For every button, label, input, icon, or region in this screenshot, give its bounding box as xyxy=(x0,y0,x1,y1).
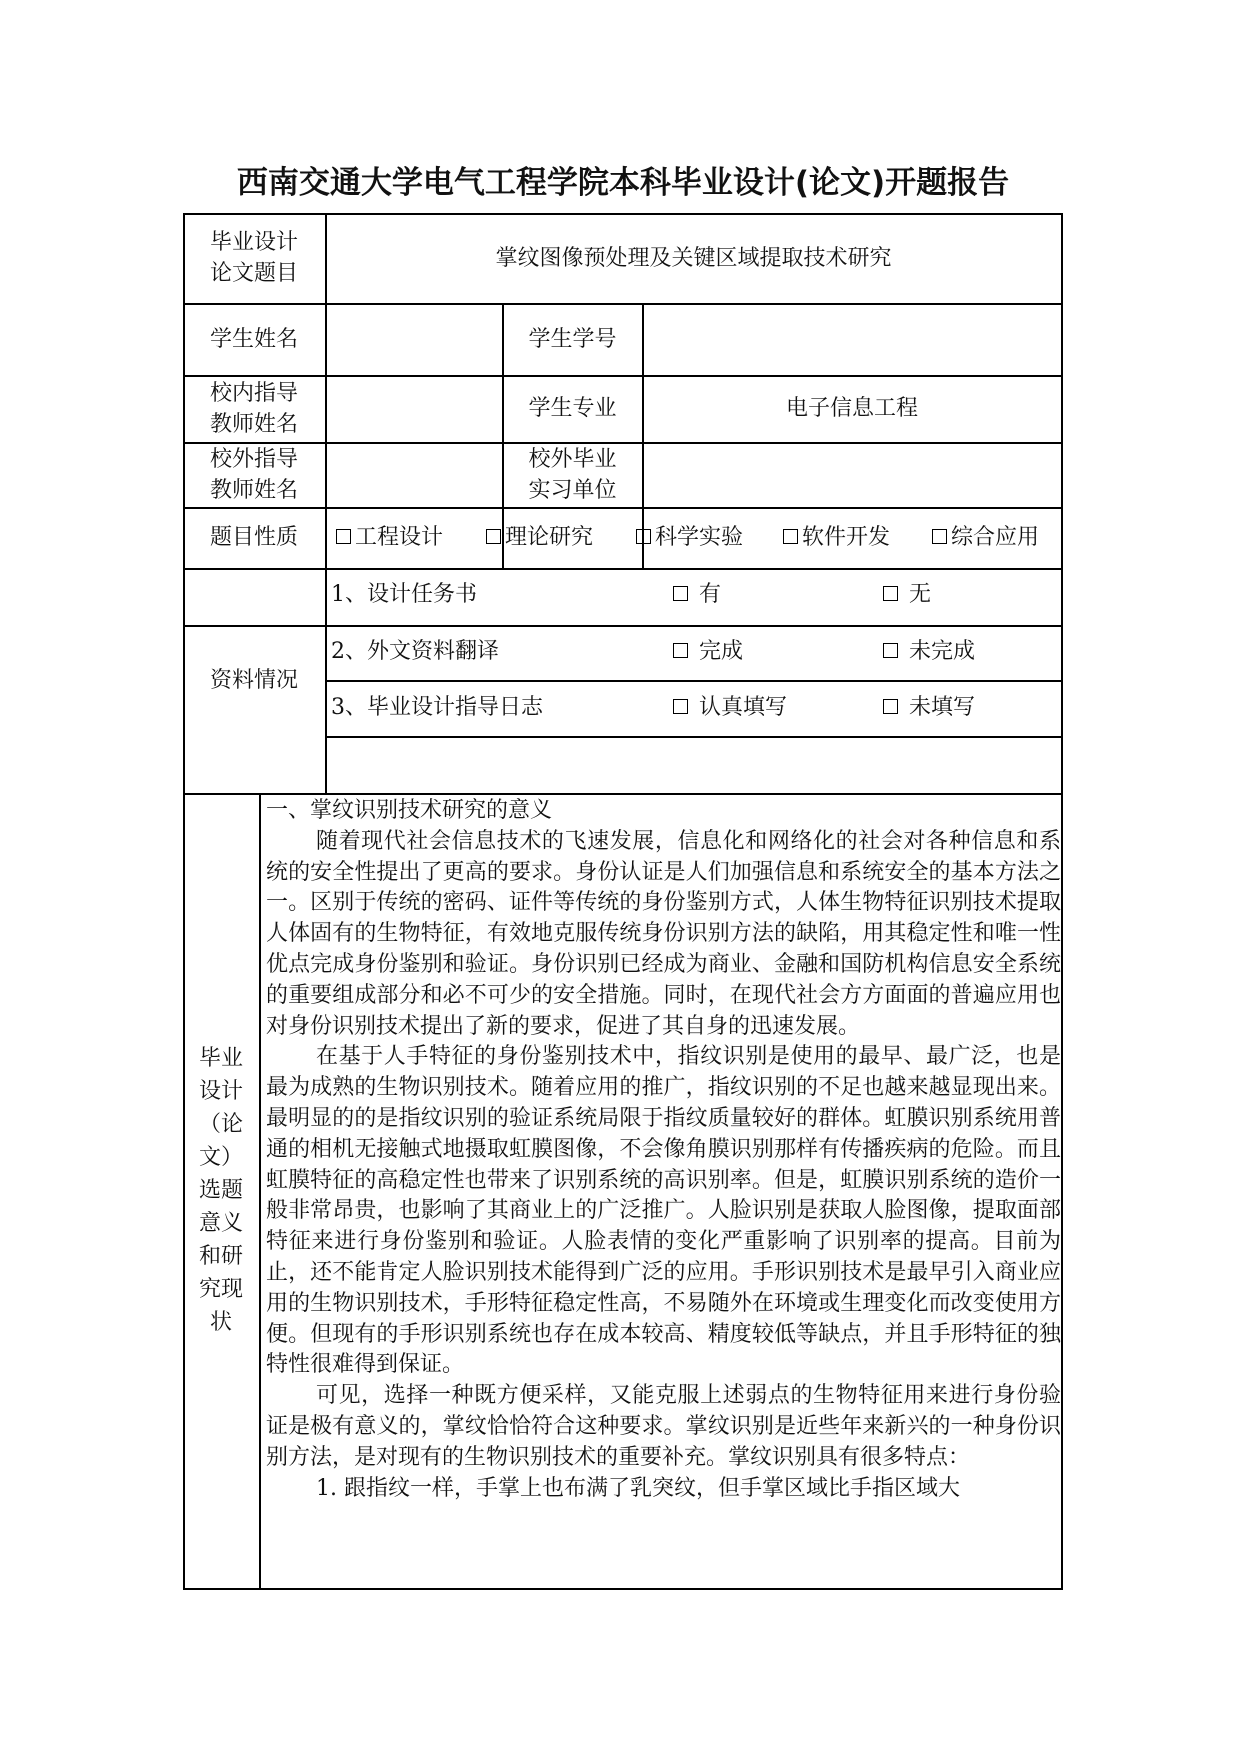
checkbox-icon[interactable] xyxy=(673,699,688,714)
intern-unit-label-line1: 校外毕业 xyxy=(528,446,617,472)
significance-label-cell xyxy=(183,793,259,1588)
row-divider xyxy=(326,680,1063,682)
topic-nature-option[interactable] xyxy=(636,523,743,553)
material-option[interactable] xyxy=(673,693,787,723)
intern-unit-label xyxy=(503,442,642,507)
option-label: 科学实验 xyxy=(655,525,744,550)
option-label: 未填写 xyxy=(909,695,976,720)
checkbox-icon[interactable] xyxy=(883,586,898,601)
topic-label-line2: 论文题目 xyxy=(209,261,298,286)
option-label: 工程设计 xyxy=(355,525,444,550)
checkbox-icon[interactable] xyxy=(883,643,898,658)
column-divider xyxy=(259,793,261,1589)
significance-body xyxy=(266,796,1061,1586)
checkbox-icon[interactable] xyxy=(486,529,501,544)
significance-label: 毕业设计（论文）选题意义和研究现状 xyxy=(198,1046,243,1335)
major-value: 电子信息工程 xyxy=(785,396,918,421)
material-item-name: 1、设计任务书 xyxy=(331,582,477,607)
topic-label-line1: 毕业设计 xyxy=(209,230,298,255)
topic-label xyxy=(183,213,325,303)
student-name-label: 学生姓名 xyxy=(209,326,298,352)
table-border-bottom xyxy=(183,1588,1063,1590)
checkbox-icon[interactable] xyxy=(932,529,947,544)
material-option[interactable] xyxy=(673,637,743,667)
body-paragraph: 随着现代社会信息技术的飞速发展，信息化和网络化的社会对各种信息和系统的安全性提出了更高的要求。身份认证是人们加强信息和系统安全的基本方法之一。区别于传统的密码、证件等传统的身份鉴别方式，人体生物特征识别技术提取人体固有的生物特征，有效地克服传统身份识别方法的缺陷，用其稳定性和唯一性优点完成身份鉴别和验证。身份识别已经成为商业、金融和国防机构信息安全系统的重要组成部分和必不可少的安全措施。同时，在现代社会方方面面的普遍应用也对身份识别技术提出了新的要求，促进了其自身的迅速发展。 xyxy=(266,828,1061,1039)
table-border-right xyxy=(1061,213,1063,1589)
intern-unit-label-line2: 实习单位 xyxy=(528,477,617,503)
topic-nature-label: 题目性质 xyxy=(209,525,298,550)
topic-nature-option[interactable] xyxy=(783,523,890,553)
material-option[interactable] xyxy=(883,580,931,610)
report-table xyxy=(183,213,1063,1589)
material-option[interactable] xyxy=(883,637,975,667)
checkbox-icon[interactable] xyxy=(783,529,798,544)
body-paragraph: 可见，选择一种既方便采样，又能克服上述弱点的生物特征用来进行身份验证是极有意义的，掌纹恰恰符合这种要求。掌纹识别是近些年来新兴的一种身份识别方法，是对现有的生物识别技术的重要补充。掌纹识别具有很多特点： xyxy=(266,1383,1061,1470)
row-divider xyxy=(326,736,1063,738)
outer-advisor-label-line1: 校外指导 xyxy=(209,446,298,472)
inner-advisor-label xyxy=(183,375,325,442)
option-label: 无 xyxy=(909,582,932,607)
student-id-label: 学生学号 xyxy=(528,326,617,352)
checkbox-icon[interactable] xyxy=(336,529,351,544)
checkbox-icon[interactable] xyxy=(673,643,688,658)
body-paragraph: 在基于人手特征的身份鉴别技术中，指纹识别是使用的最早、最广泛，也是最为成熟的生物识别技术。随着应用的推广，指纹识别的不足也越来越显现出来。最明显的的是指纹识别的验证系统局限于指纹质量较好的群体。虹膜识别系统用普通的相机无接触式地摄取虹膜图像，不会像角膜识别那样有传播疾病的危险。而且虹膜特征的高稳定性也带来了识别系统的高识别率。但是，虹膜识别系统的造价一般非常昂贵，也影响了其商业上的广泛推广。人脸识别是获取人脸图像，提取面部特征来进行身份鉴别和验证。人脸表情的变化严重影响了识别率的提高。目前为止，还不能肯定人脸识别技术能得到广泛的应用。手形识别技术是最早引入商业应用的生物识别技术，手形特征稳定性高，不易随外在环境或生理变化而改变使用方便。但现有的手形识别系统也存在成本较高、精度较低等缺点，并且手形特征的独特性很难得到保证。 xyxy=(266,1044,1061,1378)
topic-nature-option[interactable] xyxy=(486,523,593,553)
major-label: 学生专业 xyxy=(528,396,617,421)
material-option[interactable] xyxy=(883,693,975,723)
outer-advisor-value xyxy=(326,442,502,507)
checkbox-icon[interactable] xyxy=(636,529,651,544)
intern-unit-value xyxy=(643,442,1061,507)
topic-nature-option[interactable] xyxy=(932,523,1039,553)
material-option[interactable] xyxy=(673,580,721,610)
option-label: 有 xyxy=(699,582,722,607)
student-name-value xyxy=(326,303,502,375)
body-paragraph: 1. 跟指纹一样，手掌上也布满了乳突纹，但手掌区域比手指区域大 xyxy=(316,1475,960,1501)
inner-advisor-label-line2: 教师姓名 xyxy=(209,411,298,437)
option-label: 综合应用 xyxy=(951,525,1040,550)
inner-advisor-label-line1: 校内指导 xyxy=(209,380,298,406)
checkbox-icon[interactable] xyxy=(673,586,688,601)
material-item-name: 2、外文资料翻译 xyxy=(331,639,499,664)
report-title: 西南交通大学电气工程学院本科毕业设计(论文)开题报告 xyxy=(236,165,1010,201)
section-heading: 一、掌纹识别技术研究的意义 xyxy=(266,798,553,823)
topic-value: 掌纹图像预处理及关键区域提取技术研究 xyxy=(495,245,892,271)
outer-advisor-label-line2: 教师姓名 xyxy=(209,477,298,503)
option-label: 理论研究 xyxy=(505,525,594,550)
option-label: 未完成 xyxy=(909,639,976,664)
inner-advisor-value xyxy=(326,375,502,442)
option-label: 完成 xyxy=(699,639,744,664)
checkbox-icon[interactable] xyxy=(883,699,898,714)
student-id-value xyxy=(643,303,1061,375)
topic-nature-option[interactable] xyxy=(336,523,443,553)
materials-label: 资料情况 xyxy=(209,668,298,693)
material-item-name: 3、毕业设计指导日志 xyxy=(331,695,543,720)
row-divider xyxy=(183,793,1063,795)
option-label: 软件开发 xyxy=(802,525,891,550)
option-label: 认真填写 xyxy=(699,695,788,720)
outer-advisor-label xyxy=(183,442,325,507)
